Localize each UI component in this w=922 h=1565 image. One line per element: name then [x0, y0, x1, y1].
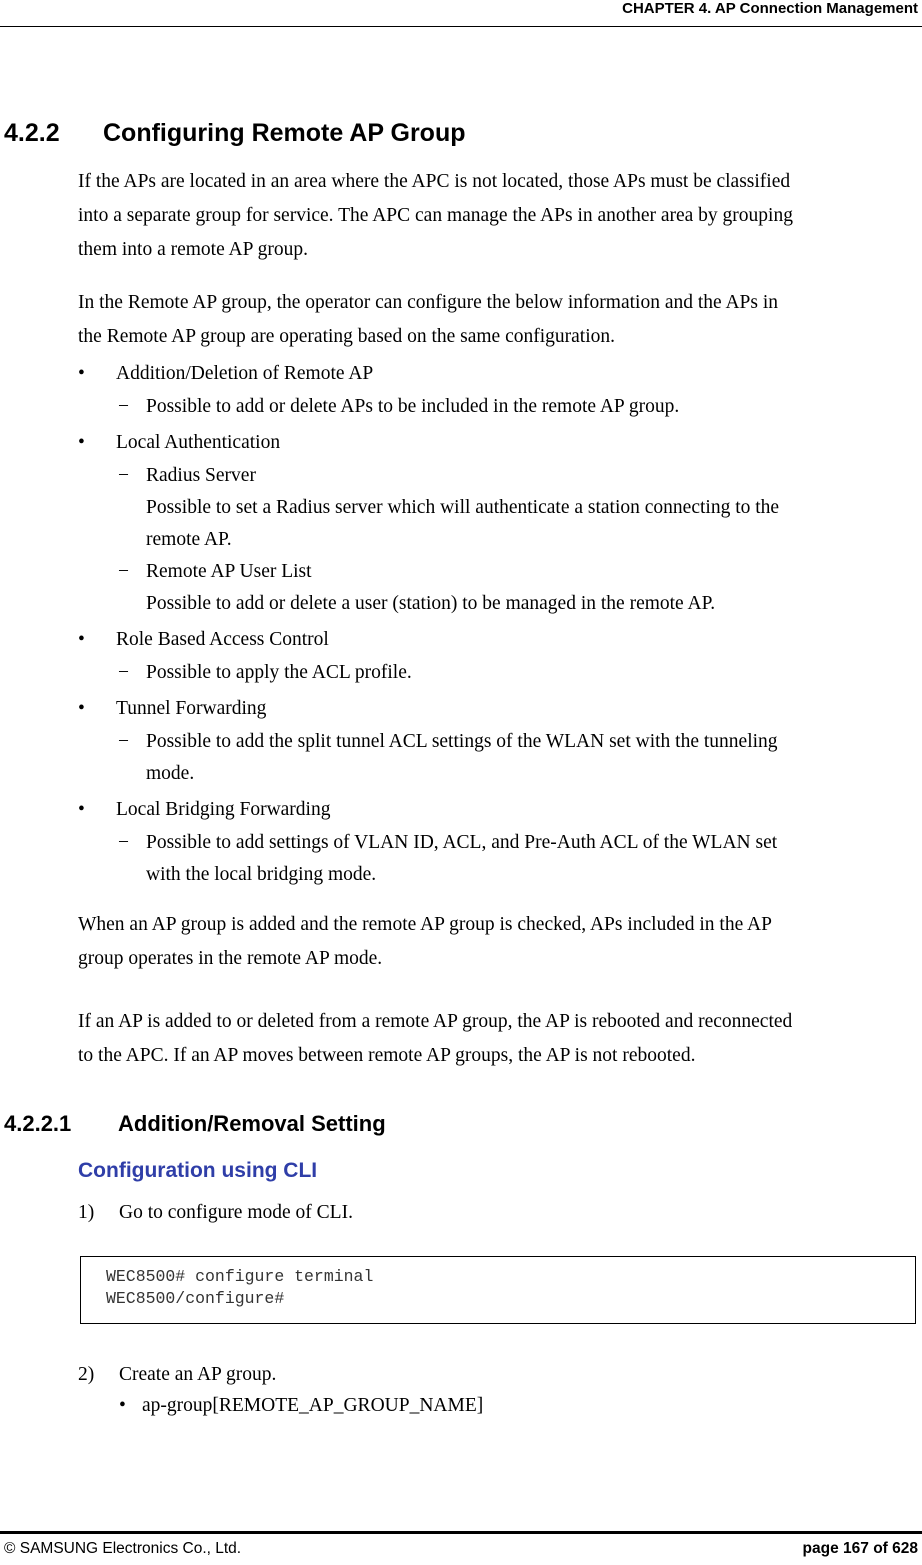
intro-paragraph-2: [78, 286, 918, 354]
dash-mark: −: [118, 662, 129, 683]
sub-item-text: Possible to add the split tunnel ACL settings of the WLAN set with the tunneling: [146, 731, 778, 752]
sub-item-text: Possible to set a Radius server which will authenticate a station connecting to the: [146, 497, 780, 518]
footer-divider: [0, 1531, 922, 1534]
list-item-label: Tunnel Forwarding: [116, 698, 267, 719]
sub-item-text: with the local bridging mode.: [146, 864, 377, 885]
step-number: 2): [78, 1364, 95, 1385]
step-2-bullet: [119, 1389, 483, 1423]
sub-item-text: Possible to add settings of VLAN ID, ACL, and Pre-Auth ACL of the WLAN set: [146, 832, 778, 853]
list-item: [78, 692, 918, 726]
sub-item-text: Possible to add or delete a user (station) to be managed in the remote AP.: [146, 593, 716, 614]
list-item: [78, 623, 918, 657]
step-text: Go to configure mode of CLI.: [119, 1202, 353, 1223]
sub-item: [78, 391, 918, 423]
dash-mark: −: [118, 465, 129, 486]
sub-item-text: Possible to add or delete APs to be included in the remote AP group.: [146, 396, 680, 417]
list-item: [78, 357, 918, 391]
code-line: WEC8500# configure terminal: [106, 1267, 374, 1286]
footer-page-number: page 167 of 628: [802, 1540, 918, 1557]
bullet-mark: •: [78, 799, 85, 820]
text-line: into a separate group for service. The APC can manage the APs in another area by grouping: [78, 205, 793, 226]
section-title: Configuring Remote AP Group: [103, 119, 466, 147]
command-text: ap-group[REMOTE_AP_GROUP_NAME]: [142, 1395, 484, 1416]
list-item: [78, 793, 918, 827]
sub-item: [78, 726, 918, 790]
header-divider: [0, 26, 922, 27]
bullet-mark: •: [78, 629, 85, 650]
chapter-header: CHAPTER 4. AP Connection Management: [622, 0, 918, 17]
sub-item: [78, 827, 918, 891]
subsection-heading: [4, 1107, 386, 1141]
bullet-mark: •: [78, 363, 85, 384]
step-text: Create an AP group.: [119, 1364, 277, 1385]
text-line: the Remote AP group are operating based on the same configuration.: [78, 326, 616, 347]
list-item-label: Local Authentication: [116, 432, 281, 453]
sub-item: [78, 460, 918, 556]
text-line: If an AP is added to or deleted from a remote AP group, the AP is rebooted and reconnected: [78, 1011, 793, 1032]
section-number: 4.2.2: [4, 119, 60, 147]
sub-item-text: remote AP.: [146, 529, 232, 550]
section-heading: [4, 116, 466, 150]
cli-code-block: [80, 1256, 916, 1324]
subsection-number: 4.2.2.1: [4, 1111, 72, 1136]
sub-item: [78, 657, 918, 689]
bullet-mark: •: [119, 1395, 126, 1416]
paragraph-remote-mode: [78, 908, 918, 976]
dash-mark: −: [118, 832, 129, 853]
text-line: group operates in the remote AP mode.: [78, 948, 383, 969]
list-item-label: Local Bridging Forwarding: [116, 799, 331, 820]
sub-item-text: mode.: [146, 763, 195, 784]
dash-mark: −: [118, 396, 129, 417]
list-item: [78, 426, 918, 460]
text-line: them into a remote AP group.: [78, 239, 308, 260]
step-number: 1): [78, 1202, 95, 1223]
cli-heading: Configuration using CLI: [78, 1159, 318, 1182]
subsection-title: Addition/Removal Setting: [118, 1111, 386, 1136]
sub-item: [78, 556, 918, 620]
sub-item-title: Remote AP User List: [146, 561, 312, 582]
dash-mark: −: [118, 731, 129, 752]
text-line: If the APs are located in an area where the APC is not located, those APs must be classified: [78, 171, 791, 192]
paragraph-reboot: [78, 1005, 918, 1073]
list-item-label: Addition/Deletion of Remote AP: [116, 363, 374, 384]
footer-company: © SAMSUNG Electronics Co., Ltd.: [4, 1540, 242, 1557]
dash-mark: −: [118, 561, 129, 582]
intro-paragraph-1: [78, 165, 918, 267]
bullet-mark: •: [78, 432, 85, 453]
step-2: [78, 1358, 276, 1392]
list-item-label: Role Based Access Control: [116, 629, 329, 650]
code-line: WEC8500/configure#: [106, 1289, 285, 1308]
text-line: In the Remote AP group, the operator can configure the below information and the APs in: [78, 292, 779, 313]
bullet-mark: •: [78, 698, 85, 719]
text-line: When an AP group is added and the remote AP group is checked, APs included in the AP: [78, 914, 772, 935]
step-1: [78, 1196, 353, 1230]
text-line: to the APC. If an AP moves between remote AP groups, the AP is not rebooted.: [78, 1045, 696, 1066]
sub-item-text: Possible to apply the ACL profile.: [146, 662, 412, 683]
feature-list: [78, 357, 918, 891]
sub-item-title: Radius Server: [146, 465, 256, 486]
